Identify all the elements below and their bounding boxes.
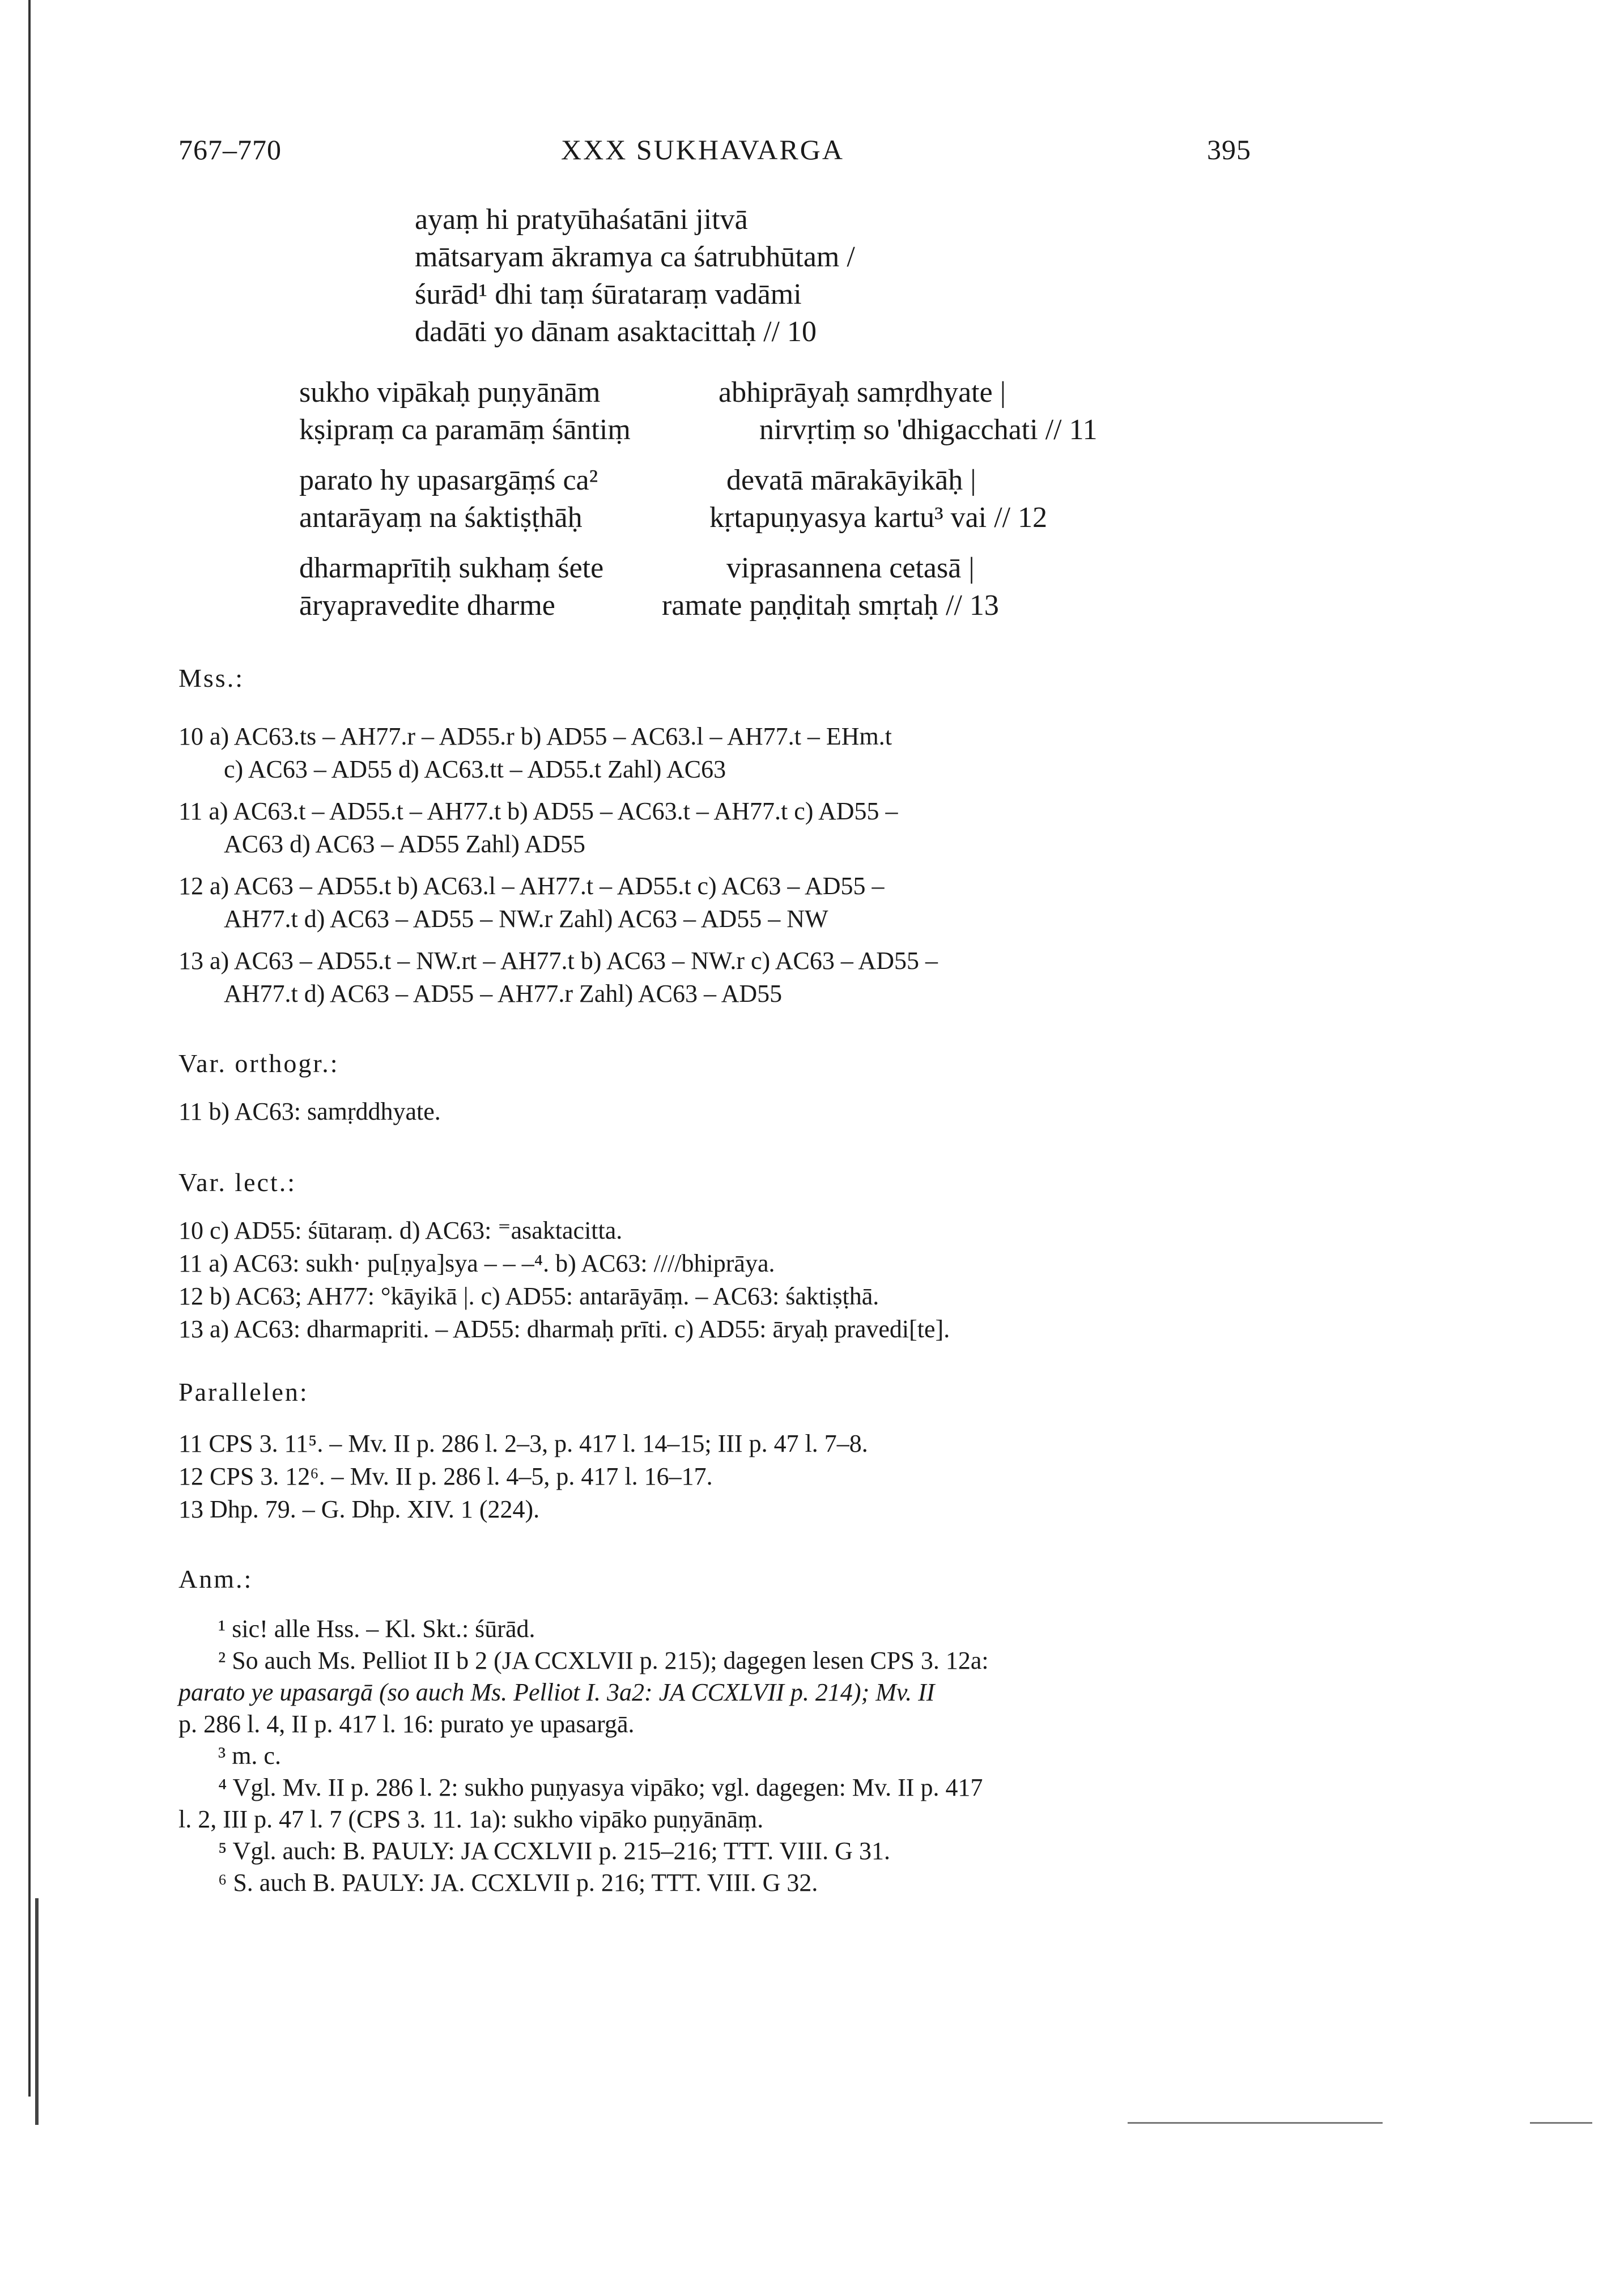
var-lect-line: 13 a) AC63: dharmapriti. – AD55: dharmaḥ prīti. c) AD55: āryaḥ pravedi[te].: [178, 1315, 950, 1343]
mss-line: 11 a) AC63.t – AD55.t – AH77.t b) AD55 – AC63.t – AH77.t c) AD55 –: [178, 797, 898, 825]
footnote-4: ⁴ Vgl. Mv. II p. 286 l. 2: sukho puṇyasya vipāko; vgl. dagegen: Mv. II p. 417: [218, 1774, 983, 1801]
verse-12-pada-b: devatā mārakāyikāḥ |: [726, 464, 976, 496]
verse-12-pada-d: kṛtapuṇyasya kartu³ vai // 12: [709, 501, 1048, 534]
mss-line: 13 a) AC63 – AD55.t – NW.rt – AH77.t b) AC63 – NW.r c) AC63 – AD55 –: [178, 947, 938, 975]
scan-artifact-line: [1530, 2122, 1592, 2124]
parallelen-section: [178, 1377, 1255, 1526]
mss-line: 12 a) AC63 – AD55.t b) AC63.l – AH77.t – AD55.t c) AC63 – AD55 –: [178, 872, 885, 900]
footnote-3: ³ m. c.: [218, 1742, 281, 1770]
mss-line: c) AC63 – AD55 d) AC63.tt – AD55.t Zahl) AC63: [224, 755, 726, 783]
anm-section: [178, 1564, 1255, 1899]
var-orthogr-heading: Var. orthogr.:: [178, 1049, 339, 1078]
verse-11-pada-d: nirvṛtiṃ so 'dhigacchati // 11: [759, 414, 1098, 446]
var-lect-line: 10 c) AD55: śūtaraṃ. d) AC63: ⁼asaktacitta.: [178, 1217, 623, 1244]
verse-12-pada-c: antarāyaṃ na śaktiṣṭhāḥ: [299, 501, 583, 534]
verse-13-pada-a: dharmaprītiḥ sukhaṃ śete: [299, 552, 604, 584]
header-page-number: 395: [1207, 134, 1251, 165]
footnote-2-cont: p. 286 l. 4, II p. 417 l. 16: purato ye upasargā.: [178, 1710, 635, 1738]
verse-13-pada-b: viprasannena cetasā |: [726, 552, 975, 584]
parallelen-heading: Parallelen:: [178, 1377, 309, 1406]
parallelen-line: 12 CPS 3. 12⁶. – Mv. II p. 286 l. 4–5, p. 417 l. 16–17.: [178, 1462, 713, 1490]
mss-line: 10 a) AC63.ts – AH77.r – AD55.r b) AD55 – AC63.l – AH77.t – EHm.t: [178, 722, 892, 750]
footnote-2: ² So auch Ms. Pelliot II b 2 (JA CCXLVII p. 215); dagegen lesen CPS 3. 12a:: [218, 1647, 989, 1674]
verse-12-pada-a: parato hy upasargāṃś ca²: [299, 464, 598, 496]
parallelen-line: 13 Dhp. 79. – G. Dhp. XIV. 1 (224).: [178, 1495, 540, 1523]
var-lect-line: 12 b) AC63; AH77: °kāyikā |. c) AD55: antarāyāṃ. – AC63: śaktiṣṭhā.: [178, 1282, 879, 1310]
verse-10-line-c: śurād¹ dhi taṃ śūrataraṃ vadāmi: [415, 278, 802, 311]
var-lect-line: 11 a) AC63: sukh· pu[ṇya]sya – – –⁴. b) AC63: ////bhiprāya.: [178, 1249, 775, 1277]
scan-artifact-line: [1128, 2122, 1383, 2124]
verse-10-line-d: dadāti yo dānam asaktacittaḥ // 10: [415, 316, 817, 348]
footnote-2-cont: parato ye upasargā (so auch Ms. Pelliot I. 3a2: JA CCXLVII p. 214); Mv. II: [178, 1678, 935, 1706]
verse-11-pada-a: sukho vipākaḥ puṇyānām: [299, 376, 601, 409]
parallelen-line: 11 CPS 3. 11⁵. – Mv. II p. 286 l. 2–3, p. 417 l. 14–15; III p. 47 l. 7–8.: [178, 1430, 868, 1457]
var-orthogr-line: 11 b) AC63: samṛddhyate.: [178, 1098, 441, 1125]
page-spine-edge: [28, 0, 31, 2097]
verse-11-pada-b: abhiprāyaḥ samṛdhyate |: [719, 376, 1006, 409]
var-lect-section: [178, 1167, 1255, 1346]
verse-10-line-b: mātsaryam ākramya ca śatrubhūtam /: [415, 241, 855, 273]
mss-section: [178, 663, 1255, 1010]
verse-11-pada-c: kṣipraṃ ca paramāṃ śāntiṃ: [299, 414, 631, 446]
var-orthogr-section: [178, 1048, 1255, 1128]
footnote-5: ⁵ Vgl. auch: B. PAULY: JA CCXLVII p. 215–216; TTT. VIII. G 31.: [218, 1837, 890, 1865]
anm-heading: Anm.:: [178, 1564, 253, 1593]
page-spine-shadow: [35, 1898, 39, 2125]
footnote-6: ⁶ S. auch B. PAULY: JA. CCXLVII p. 216; TTT. VIII. G 32.: [218, 1869, 818, 1897]
mss-line: AH77.t d) AC63 – AD55 – NW.r Zahl) AC63 – AD55 – NW: [224, 905, 828, 933]
mss-line: AC63 d) AC63 – AD55 Zahl) AD55: [224, 830, 585, 858]
verse-13-pada-c: āryapravedite dharme: [299, 589, 555, 622]
verse-10: [415, 201, 855, 351]
verse-10-line-a: ayaṃ hi pratyūhaśatāni jitvā: [415, 203, 748, 236]
var-lect-heading: Var. lect.:: [178, 1168, 296, 1197]
mss-line: AH77.t d) AC63 – AD55 – AH77.r Zahl) AC63 – AD55: [224, 980, 783, 1007]
footnote-4-cont: l. 2, III p. 47 l. 7 (CPS 3. 11. 1a): sukho vipāko puṇyānāṃ.: [178, 1805, 764, 1833]
verse-13-pada-d: ramate paṇḍitaḥ smṛtaḥ // 13: [662, 589, 999, 622]
footnote-1: ¹ sic! alle Hss. – Kl. Skt.: śūrād.: [218, 1615, 535, 1643]
header-chapter-title: XXX SUKHAVARGA: [561, 134, 844, 165]
mss-heading: Mss.:: [178, 664, 244, 692]
header-verse-range: 767–770: [178, 134, 282, 165]
